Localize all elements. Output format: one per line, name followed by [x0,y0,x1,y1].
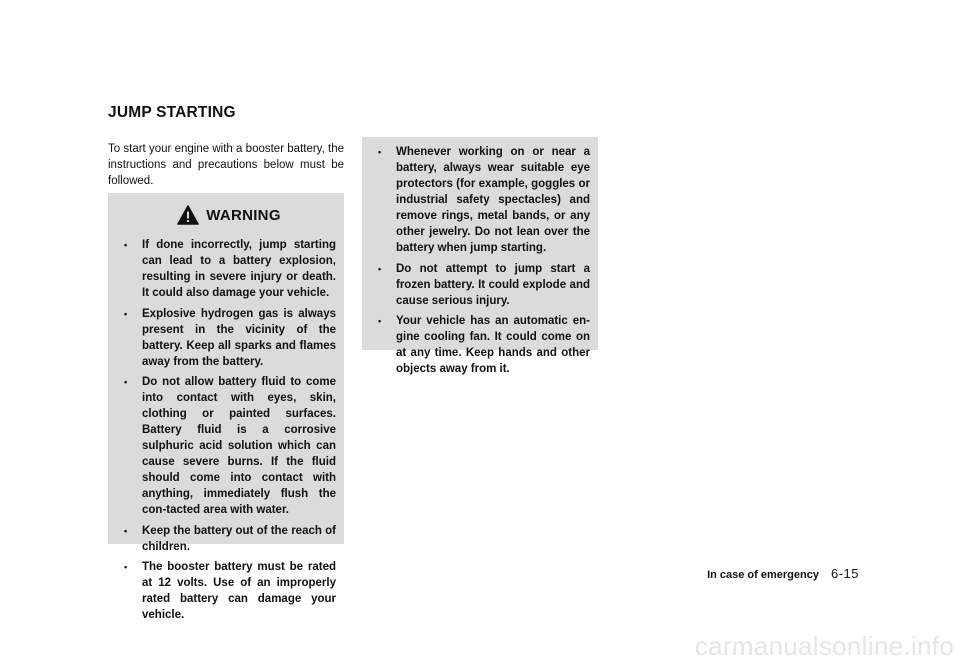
warning-list-left [122,237,336,623]
warning-item: • Whenever working on or near a battery, always wear suitable eye protectors (for example, goggles or industrial safety spectacles) and remove rings, metal bands, or any other jewelry. Do not lean over the battery when jump starting. [376,144,590,256]
warning-title: WARNING [206,206,281,224]
warning-item: • The booster battery must be rated at 12 volts. Use of an improperly rated battery can damage your vehicle. [122,559,336,623]
footer-section-name: In case of emergency [707,569,819,581]
warning-item: • If done incorrectly, jump starting can lead to a battery explosion, resulting in severe injury or death. It could also damage your vehicle. [122,237,336,301]
watermark: carmanualsonline.info [694,631,954,661]
section-heading: JUMP STARTING [108,104,236,121]
intro-paragraph: To start your engine with a booster battery, the instructions and precautions below must be followed. [108,143,344,187]
warning-list-right [376,144,590,377]
warning-triangle-icon [177,205,199,225]
page-footer [707,566,859,581]
page-number: 6-15 [830,566,859,581]
warning-item: • Do not allow battery fluid to come into contact with eyes, skin, clothing or painted surfaces. Battery fluid is a corrosive sulphuric acid solution which can cause severe burns. If the fluid should come into contact with anything, immediately flush the con-tacted area with water. [122,374,336,518]
warning-item: • Keep the battery out of the reach of children. [122,523,336,555]
warning-box-continued [362,137,598,376]
warning-header [122,201,336,229]
warning-item: • Your vehicle has an automatic en-gine cooling fan. It could come on at any time. Keep hands and other objects away from it. [376,313,590,377]
warning-box [108,193,344,622]
warning-item: • Do not attempt to jump start a frozen battery. It could explode and cause serious injury. [376,261,590,309]
warning-item: • Explosive hydrogen gas is always present in the vicinity of the battery. Keep all sparks and flames away from the battery. [122,306,336,370]
